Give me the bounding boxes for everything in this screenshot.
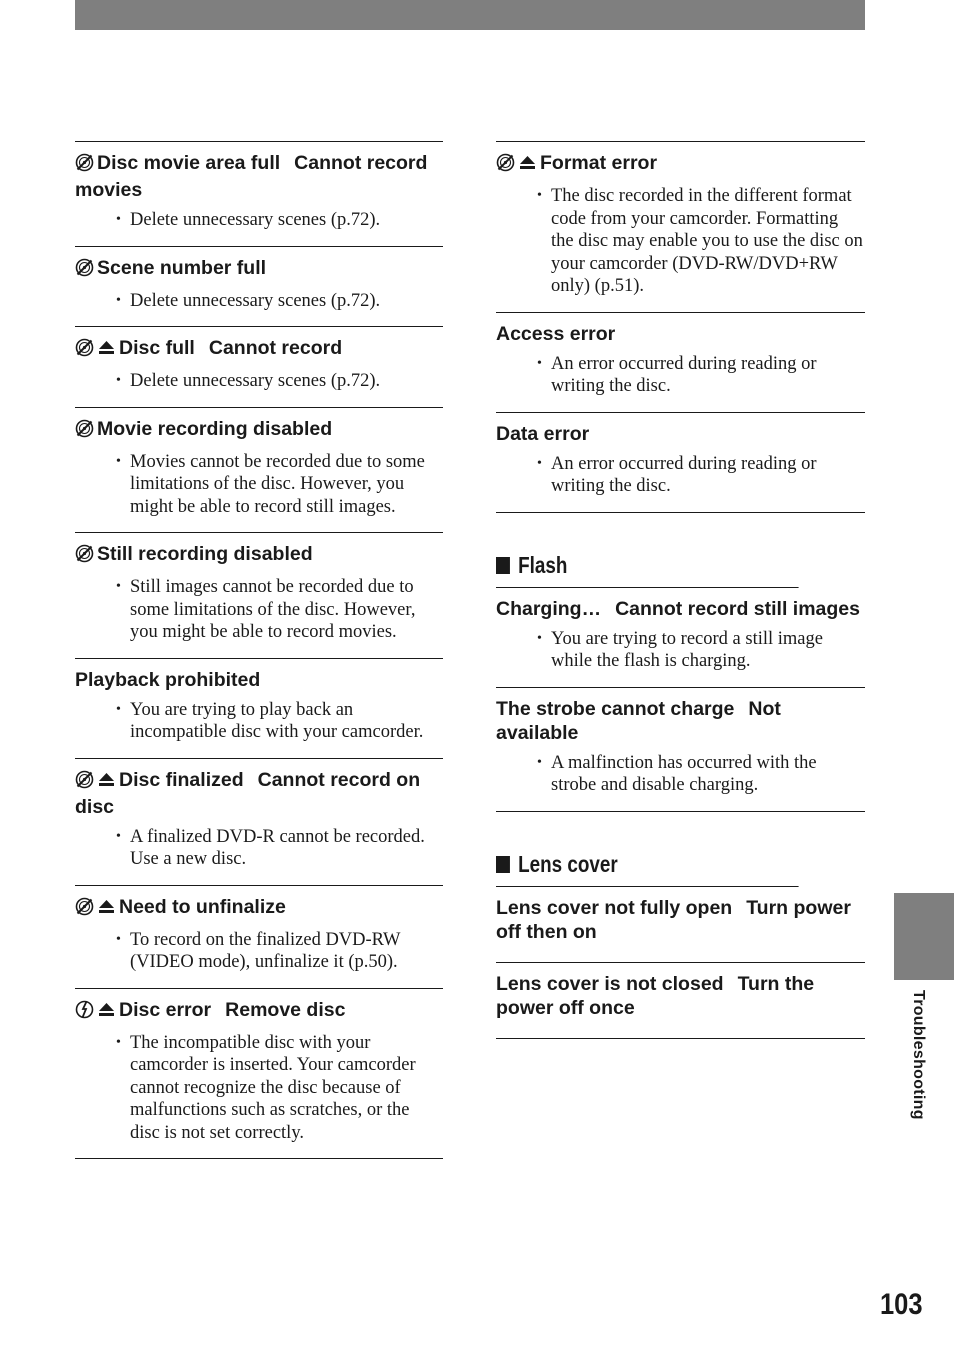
square-bullet-icon bbox=[496, 856, 510, 873]
message-title bbox=[75, 768, 443, 819]
message-title bbox=[496, 322, 865, 346]
message-text: The strobe cannot charge bbox=[496, 697, 735, 720]
remedy-list bbox=[496, 453, 865, 512]
remedy-list bbox=[496, 628, 865, 687]
message-text: Disc error bbox=[119, 998, 212, 1021]
message-entry bbox=[75, 141, 443, 246]
message-text: Scene number full bbox=[97, 256, 267, 279]
message-title bbox=[75, 256, 443, 283]
message-entry bbox=[75, 246, 443, 327]
remedy-list bbox=[496, 353, 865, 412]
remedy-item: • Movies cannot be recorded due to some limitations of the disc. However, you might be able to record still images. bbox=[130, 451, 443, 519]
remedy-item: • An error occurred during reading or writing the disc. bbox=[551, 453, 865, 498]
message-entry bbox=[496, 412, 865, 513]
eject-icon bbox=[97, 897, 116, 922]
message-entry bbox=[496, 312, 865, 412]
remedy-item: • You are trying to record a still image while the flash is charging. bbox=[551, 628, 865, 673]
message-text: Format error bbox=[540, 152, 658, 174]
section-heading-text: Flash bbox=[518, 551, 568, 578]
remedy-list bbox=[75, 209, 443, 246]
page-number: 103 bbox=[880, 1288, 923, 1321]
message-entry bbox=[496, 588, 865, 687]
message-title bbox=[75, 895, 443, 922]
message-title bbox=[75, 542, 443, 569]
message-entry bbox=[75, 758, 443, 885]
message-action: Cannot record still images bbox=[615, 597, 860, 620]
message-entry bbox=[75, 407, 443, 533]
disc-cross-icon bbox=[75, 770, 94, 795]
message-text: Access error bbox=[496, 322, 616, 345]
message-entry bbox=[75, 988, 443, 1160]
remedy-list bbox=[75, 576, 443, 658]
right-column bbox=[496, 141, 865, 1039]
message-text: Charging… bbox=[496, 597, 602, 620]
disc-cross-icon bbox=[496, 153, 515, 178]
remedy-item: • Delete unnecessary scenes (p.72). bbox=[130, 370, 443, 393]
message-text: Still recording disabled bbox=[97, 543, 313, 565]
message-text: Need to unfinalize bbox=[119, 895, 286, 918]
message-title bbox=[75, 668, 443, 692]
message-title bbox=[496, 972, 865, 1020]
message-entry bbox=[496, 141, 865, 312]
remedy-list bbox=[75, 290, 443, 327]
eject-icon bbox=[97, 338, 116, 363]
message-title bbox=[496, 151, 865, 178]
section-heading-text: Lens cover bbox=[518, 850, 618, 877]
remedy-list bbox=[75, 929, 443, 988]
message-title bbox=[496, 896, 865, 944]
message-text: Data error bbox=[496, 422, 590, 445]
remedy-item: • A finalized DVD-R cannot be recorded. Use a new disc. bbox=[130, 826, 443, 871]
eject-icon bbox=[518, 153, 537, 178]
remedy-list bbox=[496, 752, 865, 811]
remedy-list bbox=[75, 826, 443, 885]
message-title bbox=[75, 417, 443, 444]
square-bullet-icon bbox=[496, 557, 510, 574]
remedy-item: • An error occurred during reading or writing the disc. bbox=[551, 353, 865, 398]
remedy-list bbox=[75, 1032, 443, 1159]
message-entry bbox=[75, 885, 443, 988]
disc-cross-icon bbox=[75, 153, 94, 178]
message-title bbox=[75, 336, 443, 363]
message-text: Disc finalized bbox=[119, 768, 244, 791]
remedy-list bbox=[75, 699, 443, 758]
message-action: Cannot record bbox=[208, 337, 343, 359]
message-entry bbox=[75, 532, 443, 658]
disc-cross-icon bbox=[75, 338, 94, 363]
message-text: Playback prohibited bbox=[75, 668, 261, 691]
message-action: Cannot record movies bbox=[75, 152, 428, 201]
message-entry bbox=[496, 887, 865, 962]
disc-cross-icon bbox=[75, 897, 94, 922]
message-text: Movie recording disabled bbox=[97, 417, 333, 440]
message-title bbox=[496, 697, 865, 745]
remedy-item: • The incompatible disc with your camcorder is inserted. Your camcorder cannot recognize the disc because of malfunctions such as scratches, or the disc is not set correctly. bbox=[130, 1032, 443, 1145]
remedy-item: • To record on the finalized DVD-RW (VIDEO mode), unfinalize it (p.50). bbox=[130, 929, 443, 974]
section-tab-label: Troubleshooting bbox=[910, 990, 927, 1120]
remedy-item: • Delete unnecessary scenes (p.72). bbox=[130, 290, 443, 313]
eject-icon bbox=[97, 1000, 116, 1025]
remedy-list bbox=[75, 370, 443, 407]
eject-icon bbox=[97, 770, 116, 795]
message-title bbox=[75, 151, 443, 202]
disc-cross-icon bbox=[75, 258, 94, 283]
remedy-item: • The disc recorded in the different format code from your camcorder. Formatting the disc may enable you to use the disc on your camcorder (DVD-RW/DVD+RW only) (p.51). bbox=[551, 185, 865, 298]
message-entry bbox=[75, 326, 443, 407]
remedy-list bbox=[75, 451, 443, 533]
remedy-item: • You are trying to play back an incompatible disc with your camcorder. bbox=[130, 699, 443, 744]
message-entry bbox=[75, 658, 443, 758]
section-heading bbox=[496, 852, 799, 887]
message-action: Remove disc bbox=[225, 998, 346, 1021]
message-text: Lens cover is not closed bbox=[496, 972, 724, 995]
section-tab-marker bbox=[894, 893, 954, 980]
message-action: Turn the power off once bbox=[496, 972, 815, 1019]
message-text: Disc full bbox=[119, 337, 195, 359]
message-title bbox=[496, 422, 865, 446]
message-text: Disc movie area full bbox=[97, 152, 281, 174]
disc-error-icon bbox=[75, 1000, 94, 1025]
disc-cross-icon bbox=[75, 419, 94, 444]
top-header-bar bbox=[75, 0, 865, 30]
message-text: Lens cover not fully open bbox=[496, 896, 733, 919]
message-action: Not available bbox=[496, 697, 781, 744]
section-heading bbox=[496, 553, 799, 588]
message-entry bbox=[496, 687, 865, 812]
remedy-item: • Delete unnecessary scenes (p.72). bbox=[130, 209, 443, 232]
remedy-item: • A malfinction has occurred with the strobe and disable charging. bbox=[551, 752, 865, 797]
message-title bbox=[75, 998, 443, 1025]
remedy-list bbox=[496, 185, 865, 312]
disc-cross-icon bbox=[75, 544, 94, 569]
message-title bbox=[496, 597, 865, 621]
message-action: Cannot record on disc bbox=[75, 768, 421, 818]
left-column bbox=[75, 141, 443, 1159]
message-entry bbox=[496, 962, 865, 1039]
message-action: Turn power off then on bbox=[496, 896, 851, 943]
remedy-item: • Still images cannot be recorded due to some limitations of the disc. However, you might be able to record movies. bbox=[130, 576, 443, 644]
